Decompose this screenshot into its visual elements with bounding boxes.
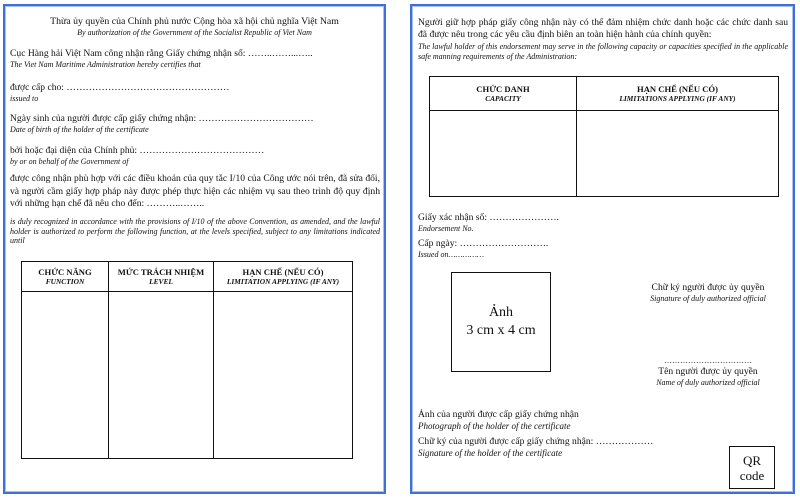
function-table: [21, 261, 353, 459]
official-name-dots: ……………………………: [664, 356, 752, 365]
table-cell-limitations: [577, 111, 779, 197]
table-header-limitations: HẠN CHẾ (NẾU CÓ) LIMITATIONS APPLYING (IF ANY): [577, 77, 779, 111]
table-cell-limitation: [214, 292, 353, 459]
official-name-label: Tên người được ủy quyền: [658, 366, 758, 377]
table-header-capacity: CHỨC DANH CAPACITY: [430, 77, 577, 111]
table-header-level: MỨC TRÁCH NHIỆM LEVEL: [109, 262, 214, 292]
endorsement-number-line-en: Endorsement No.: [418, 224, 474, 233]
date-of-birth-line: Ngày sinh của người được cấp giấy chứng nhận: ………………………………: [10, 113, 314, 124]
issued-on-line: Cấp ngày: ……………………….: [418, 238, 549, 249]
holder-signature-line: Chữ ký của người được cấp giấy chứng nhận: ………………: [418, 436, 654, 447]
qr-label: QR: [742, 452, 762, 468]
government-line-en: by or on behalf of the Government of: [10, 157, 129, 166]
table-header-function: CHỨC NĂNG FUNCTION: [22, 262, 109, 292]
capacity-paragraph-en: The lawful holder of this endorsement may serve in the following capacity or capacities specified in the applicable safe manning requirements of the Administration:: [418, 42, 788, 61]
official-name-label-en: Name of duly authorized official: [656, 378, 760, 387]
authority-vi: Thừa ủy quyền của Chính phủ nước Cộng hòa xã hội chủ nghĩa Việt Nam: [50, 16, 339, 27]
official-signature-label: Chữ ký người được ủy quyền: [651, 282, 765, 293]
capacity-paragraph: Người giữ hợp pháp giấy công nhận này có thể đảm nhiệm chức danh hoặc các chức danh sau đã được nêu trong các yêu cầu định biên an toàn hiện hành của chính quyền:: [418, 17, 788, 40]
right-page: [410, 4, 795, 494]
recognition-paragraph-en: is duly recognized in accordance with the provisions of I/10 of the above Convention, as amended, and the lawful holder is authorized to perform the following function, at the levels specified, subject to any limitations indicated until: [10, 217, 380, 245]
holder-photo-label: Ảnh của người được cấp giấy chứng nhận: [418, 409, 579, 420]
certificate-number-line-en: The Viet Nam Maritime Administration hereby certifies that: [10, 60, 201, 69]
qr-code-placeholder: [729, 446, 775, 489]
photo-label: Ảnh: [488, 305, 514, 320]
table-cell-level: [109, 292, 214, 459]
date-of-birth-line-en: Date of birth of the holder of the certificate: [10, 125, 149, 134]
government-line: bởi hoặc đại diện của Chính phủ: …………………………………: [10, 145, 265, 156]
table-cell-capacity: [430, 111, 577, 197]
official-signature-label-en: Signature of duly authorized official: [650, 294, 766, 303]
photo-size-label: 3 cm x 4 cm: [466, 323, 536, 338]
photo-placeholder: [451, 272, 551, 372]
holder-signature-line-en: Signature of the holder of the certificate: [418, 448, 563, 458]
issued-to-line-en: issued to: [10, 94, 39, 103]
left-page: [3, 4, 386, 494]
issued-to-line: được cấp cho: ……………………………………………: [10, 82, 230, 93]
holder-photo-label-en: Photograph of the holder of the certificate: [418, 421, 571, 431]
table-cell-function: [22, 292, 109, 459]
authority-en: By authorization of the Government of the Socialist Republic of Viet Nam: [77, 28, 312, 37]
certificate-number-line: Cục Hàng hải Việt Nam công nhận rằng Giấy chứng nhận số: ……..……...…..: [10, 48, 313, 59]
endorsement-number-line: Giấy xác nhận số: ………………….: [418, 212, 559, 223]
recognition-paragraph: được công nhận phù hợp với các điều khoản của quy tắc I/10 của Công ước nói trên, đã sửa đổi, và người cầm giấy hợp pháp này được phép thực hiện các nhiệm vụ sau theo trình độ quy định với những hạn chế đã nêu cho đến: ………..……..: [10, 173, 380, 209]
table-header-limitation: HẠN CHẾ (NẾU CÓ) LIMITATION APPLYING (IF ANY): [214, 262, 353, 292]
capacity-table: [429, 76, 779, 197]
issued-on-line-en: Issued on……………: [418, 250, 485, 259]
qr-code-label: code: [739, 467, 765, 483]
